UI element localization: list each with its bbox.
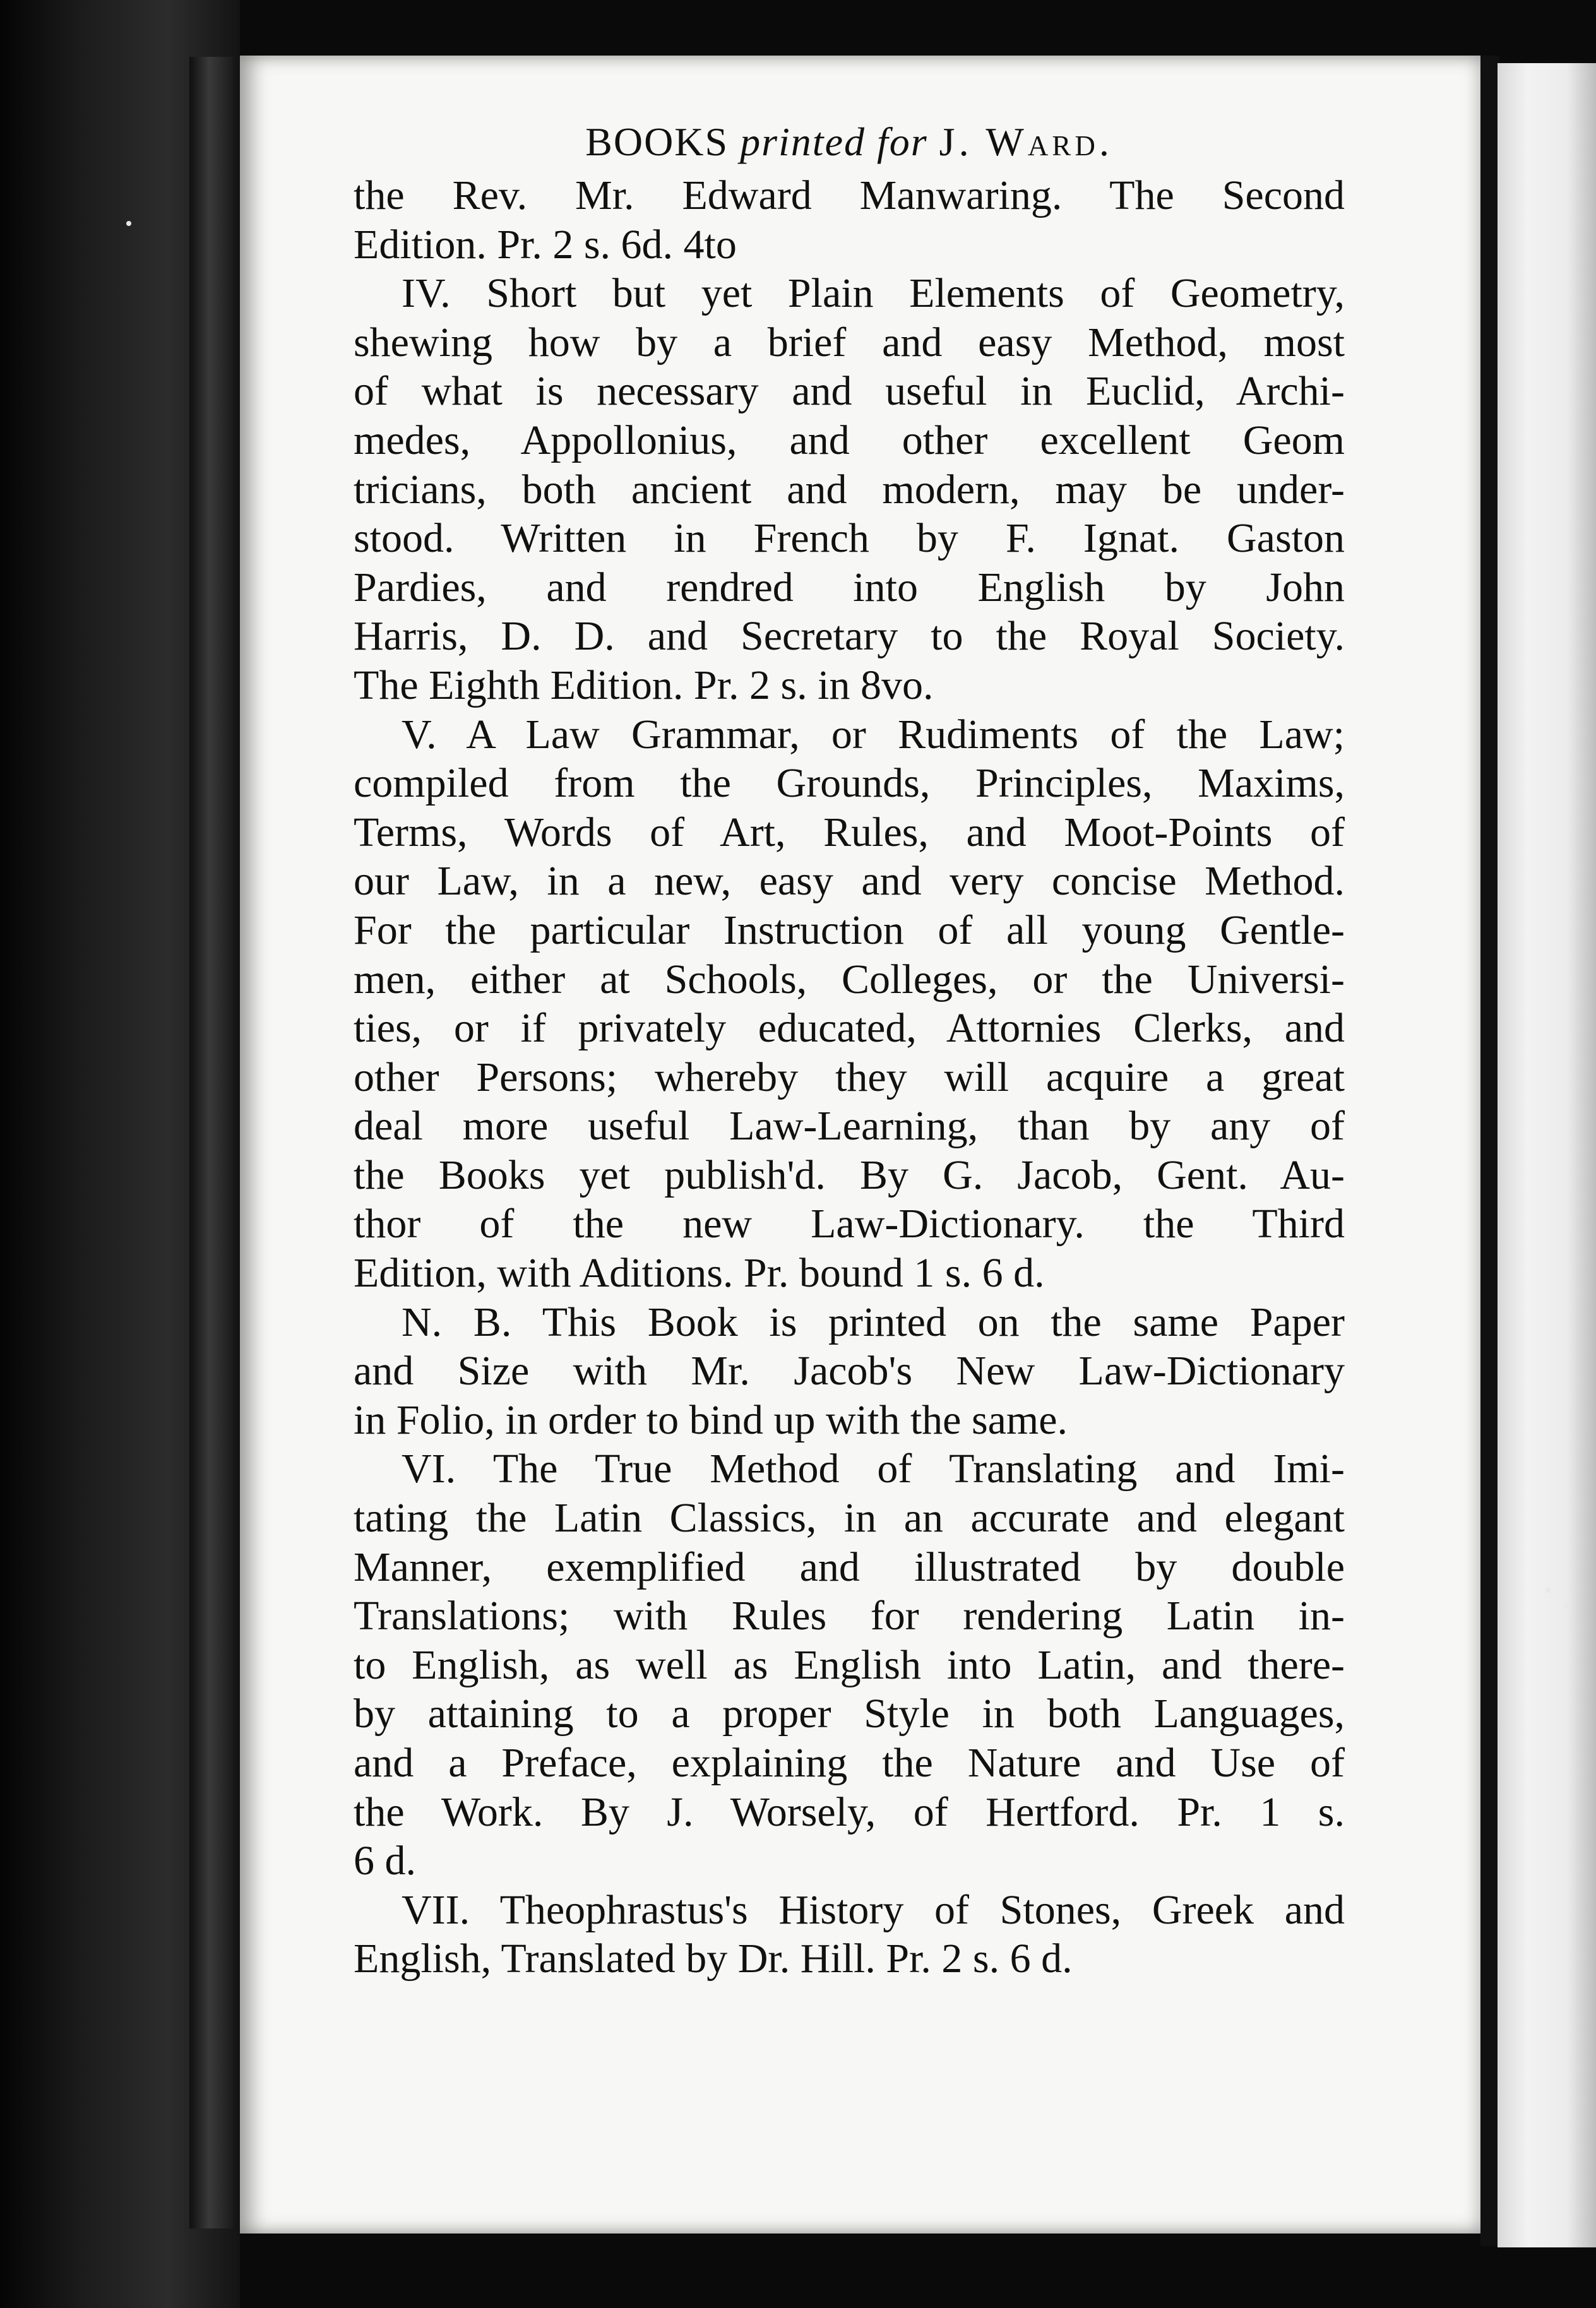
entry-continuation [354, 171, 1345, 269]
text-line: the Rev. Mr. Edward Manwaring. The Second [354, 172, 1345, 218]
text-line: the Books yet publish'd. By G. Jacob, Gent. Au- [354, 1151, 1345, 1198]
text-line: thor of the new Law-Dictionary. the Third [354, 1201, 1345, 1247]
text-line: VII. Theophrastus's History of Stones, Greek and [402, 1886, 1345, 1933]
text-line: The Eighth Edition. Pr. 2 s. in 8vo. [354, 662, 934, 708]
text-line: 6 d. [354, 1838, 416, 1884]
running-head [354, 117, 1345, 167]
running-head-printed-for: printed for [740, 119, 928, 164]
entry-nota-bene [354, 1298, 1345, 1445]
page-body [354, 117, 1345, 1984]
page-edge-shadow [1480, 56, 1499, 2246]
text-line: Pardies, and rendred into English by John [354, 564, 1345, 610]
running-head-publisher: J. Ward. [939, 119, 1113, 164]
text-line: VI. The True Method of Translating and Imi- [402, 1446, 1345, 1492]
text-line: tating the Latin Classics, in an accurate and elegant [354, 1495, 1345, 1542]
text-line: Translations; with Rules for rendering Latin in- [354, 1593, 1345, 1639]
text-line: stood. Written in French by F. Ignat. Gaston [354, 515, 1345, 562]
text-line: Edition. Pr. 2 s. 6d. 4to [354, 221, 737, 268]
text-line: IV. Short but yet Plain Elements of Geometry, [402, 270, 1345, 317]
text-line: Manner, exemplified and illustrated by double [354, 1544, 1345, 1590]
text-line: our Law, in a new, easy and very concise Method. [354, 858, 1345, 905]
text-line: and a Preface, explaining the Nature and Use of [354, 1740, 1345, 1786]
text-line: compiled from the Grounds, Principles, Maxims, [354, 760, 1345, 807]
text-line: other Persons; whereby they will acquire a great [354, 1054, 1345, 1100]
dust-speck [126, 221, 131, 226]
entry-iv-geometry [354, 269, 1345, 710]
text-line: in Folio, in order to bind up with the same. [354, 1396, 1068, 1443]
text-line: of what is necessary and useful in Euclid, Archi- [354, 368, 1345, 415]
text-line: Terms, Words of Art, Rules, and Moot-Points of [354, 809, 1345, 855]
binding-gutter [189, 57, 234, 2228]
text-line: deal more useful Law-Learning, than by any of [354, 1103, 1345, 1150]
text-line: N. B. This Book is printed on the same Paper [402, 1299, 1345, 1345]
entry-vi-translating [354, 1444, 1345, 1885]
text-line: ties, or if privately educated, Attornies Clerks, and [354, 1005, 1345, 1052]
text-line: shewing how by a brief and easy Method, most [354, 319, 1345, 366]
text-line: Harris, D. D. and Secretary to the Royal Society. [354, 613, 1345, 660]
text-line: medes, Appollonius, and other excellent Geom [354, 417, 1345, 463]
dust-speck [1545, 1588, 1551, 1593]
running-head-books: BOOKS [585, 119, 729, 164]
text-line: Edition, with Aditions. Pr. bound 1 s. 6 d. [354, 1250, 1045, 1297]
entry-vii-theophrastus [354, 1886, 1345, 1984]
text-line: English, Translated by Dr. Hill. Pr. 2 s. 6 d. [354, 1936, 1073, 1982]
text-line: tricians, both ancient and modern, may be under- [354, 466, 1345, 513]
text-line: men, either at Schools, Colleges, or the Universi- [354, 956, 1345, 1002]
text-line: and Size with Mr. Jacob's New Law-Dictionary [354, 1348, 1345, 1395]
entry-v-law-grammar [354, 710, 1345, 1298]
dust-speck [1564, 1603, 1569, 1609]
next-page-edge [1498, 63, 1596, 2247]
text-line: V. A Law Grammar, or Rudiments of the Law; [402, 711, 1345, 758]
text-line: to English, as well as English into Latin, and there- [354, 1641, 1345, 1688]
text-line: by attaining to a proper Style in both Languages, [354, 1691, 1345, 1737]
text-line: For the particular Instruction of all young Gentle- [354, 907, 1345, 953]
text-line: the Work. By J. Worsely, of Hertford. Pr. 1 s. [354, 1788, 1345, 1835]
